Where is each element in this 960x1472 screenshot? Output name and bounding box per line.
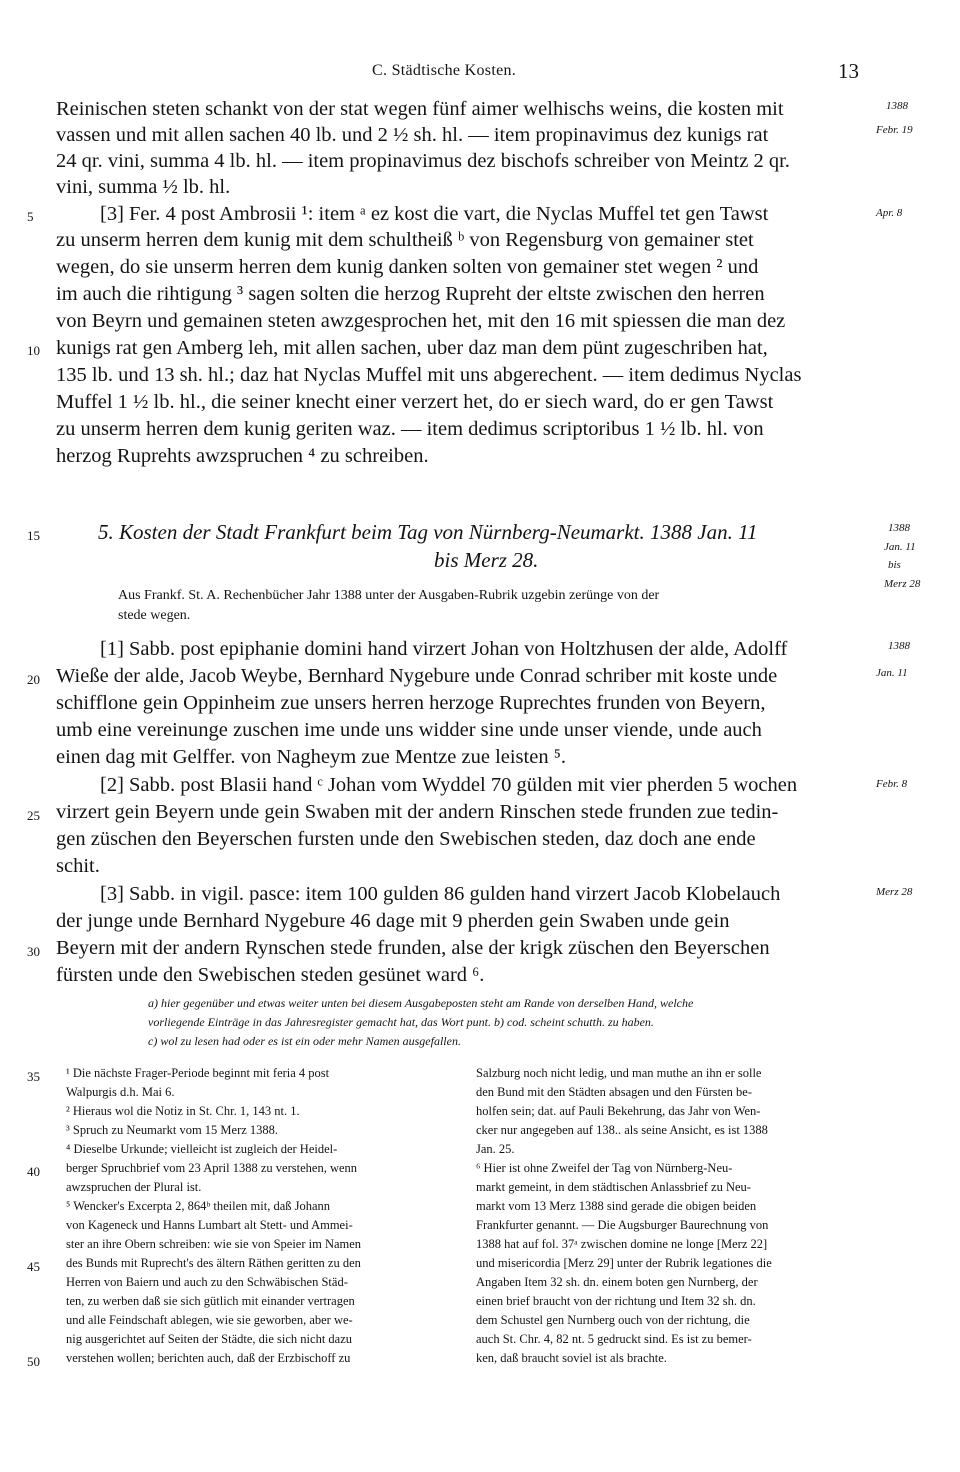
footnote-line: und misericordia [Merz 29] unter der Rubrik legationes die bbox=[476, 1256, 772, 1270]
text-line: wegen, do sie unserm herren dem kunig danken solten von gemainer stet wegen ² und bbox=[56, 256, 759, 278]
footnote-line: Salzburg noch nicht ledig, und man muthe an ihn er solle bbox=[476, 1066, 762, 1080]
margin-date: Febr. 8 bbox=[876, 778, 908, 790]
line-number: 40 bbox=[27, 1164, 40, 1179]
footnote-line: markt gemeint, in dem städtischen Anlassbrief zu Neu- bbox=[476, 1180, 751, 1194]
text-line: einen dag mit Gelffer. von Nagheym zue Mentze zue leisten ⁵. bbox=[56, 746, 566, 768]
running-head bbox=[0, 59, 960, 86]
text-line: umb eine vereinunge zuschen ime unde uns widder sine unde unser viende, unde auch bbox=[56, 719, 762, 741]
textual-note-line: a) hier gegenüber und etwas weiter unten bei diesem Ausgabeposten steht am Rande von derselben Hand, welche bbox=[148, 996, 694, 1010]
footnote-line: ¹ Die nächste Frager-Periode beginnt mit feria 4 post bbox=[66, 1066, 330, 1080]
footnote-line: ten, zu werben daß sie sich gütlich mit einander vertragen bbox=[66, 1294, 355, 1308]
margin-date: 1388 bbox=[888, 522, 910, 534]
footnote-line: ⁴ Dieselbe Urkunde; vielleicht ist zugleich der Heidel- bbox=[66, 1142, 338, 1156]
margin-date: Febr. 19 bbox=[876, 124, 913, 136]
margin-date: 1388 bbox=[886, 100, 908, 112]
footnote-line: des Bunds mit Ruprecht's des ältern Räthen geritten zu den bbox=[66, 1256, 361, 1270]
footnote-line: awzspruchen der Plural ist. bbox=[66, 1180, 202, 1194]
footnote-line: ² Hieraus wol die Notiz in St. Chr. 1, 143 nt. 1. bbox=[66, 1104, 300, 1118]
margin-date: Jan. 11 bbox=[876, 667, 908, 679]
line-number: 15 bbox=[27, 528, 40, 543]
line-number: 45 bbox=[27, 1259, 40, 1274]
margin-date: Merz 28 bbox=[876, 886, 913, 898]
text-line: kunigs rat gen Amberg leh, mit allen sachen, uber daz man dem pünt zugeschriben hat, bbox=[56, 337, 768, 359]
text-line: [3] Sabb. in vigil. pasce: item 100 gulden 86 gulden hand virzert Jacob Klobelauch bbox=[100, 883, 781, 905]
margin-date: Apr. 8 bbox=[876, 207, 903, 219]
text-line: im auch die rihtigung ³ sagen solten die herzog Rupreht der eltste zwischen den herren bbox=[56, 283, 765, 305]
text-line: 24 qr. vini, summa 4 lb. hl. — item propinavimus dez bischofs schreiber von Meintz 2 qr. bbox=[56, 150, 790, 172]
footnote-line: den Bund mit den Städten absagen und den Fürsten be- bbox=[476, 1085, 752, 1099]
text-line: herzog Ruprehts awzspruchen ⁴ zu schreiben. bbox=[56, 445, 429, 467]
footnote-line: verstehen wollen; berichten auch, daß der Erzbischoff zu bbox=[66, 1351, 351, 1365]
footnote-line: markt vom 13 Merz 1388 sind gerade die obigen beiden bbox=[476, 1199, 757, 1213]
heading-line: bis Merz 28. bbox=[434, 548, 539, 572]
line-number: 35 bbox=[27, 1069, 40, 1084]
text-line: vassen und mit allen sachen 40 lb. und 2 ½ sh. hl. — item propinavimus dez kunigs rat bbox=[56, 124, 769, 146]
source-line: Aus Frankf. St. A. Rechenbücher Jahr 1388 unter der Ausgaben-Rubrik uzgebin zerünge von der bbox=[118, 588, 660, 603]
text-line: zu unserm herren dem kunig geriten waz. — item dedimus scriptoribus 1 ½ lb. hl. von bbox=[56, 418, 764, 440]
text-line: zu unserm herren dem kunig mit dem schultheiß ᵇ von Regensburg von gemainer stet bbox=[56, 229, 754, 251]
footnote-line: einen brief braucht von der richtung und Item 32 sh. dn. bbox=[476, 1294, 756, 1308]
line-number: 25 bbox=[27, 808, 40, 823]
margin-date: Jan. 11 bbox=[884, 541, 916, 553]
text-line: Muffel 1 ½ lb. hl., die seiner knecht einer verzert het, do er siech ward, do er gen Tawst bbox=[56, 391, 774, 413]
line-number: 10 bbox=[27, 343, 40, 358]
source-line: stede wegen. bbox=[118, 608, 191, 623]
text-line: [1] Sabb. post epiphanie domini hand virzert Johan von Holtzhusen der alde, Adolff bbox=[100, 638, 788, 660]
text-line: 135 lb. und 13 sh. hl.; daz hat Nyclas Muffel mit uns abgerechent. — item dedimus Nyclas bbox=[56, 364, 802, 386]
footnote-line: auch St. Chr. 4, 82 nt. 5 gedruckt sind. Es ist zu bemer- bbox=[476, 1332, 752, 1346]
text-line: Beyern mit der andern Rynschen stede frunden, alse der krigk züschen den Beyerschen bbox=[56, 937, 770, 959]
footnote-line: und alle Feindschaft ablegen, wie sie geworben, aber we- bbox=[66, 1313, 353, 1327]
footnote-line: ⁶ Hier ist ohne Zweifel der Tag von Nürnberg-Neu- bbox=[476, 1161, 733, 1175]
text-line: der junge unde Bernhard Nygebure 46 dage mit 9 pherden gein Swaben unde gein bbox=[56, 910, 730, 932]
footnote-line: Jan. 25. bbox=[476, 1142, 515, 1156]
footnote-line: ster an ihre Obern schreiben: wie sie von Speier im Namen bbox=[66, 1237, 362, 1251]
margin-date: 1388 bbox=[888, 640, 910, 652]
footnote-line: cker nur angegeben auf 138.. als seine Ansicht, es ist 1388 bbox=[476, 1123, 768, 1137]
footnote-line: holfen sein; dat. auf Pauli Bekehrung, das Jahr von Wen- bbox=[476, 1104, 761, 1118]
textual-note-line: vorliegende Einträge in das Jahresregister gemacht hat, das Wort punt. b) cod. scheint schutth. zu haben. bbox=[148, 1015, 654, 1029]
textual-note-line: c) wol zu lesen had oder es ist ein oder mehr Namen ausgefallen. bbox=[148, 1034, 461, 1048]
heading-line: 5. Kosten der Stadt Frankfurt beim Tag von Nürnberg-Neumarkt. 1388 Jan. 11 bbox=[98, 520, 758, 544]
text-line: [3] Fer. 4 post Ambrosii ¹: item ᵃ ez kost die vart, die Nyclas Muffel tet gen Tawst bbox=[100, 203, 769, 225]
text-line: schit. bbox=[56, 855, 100, 877]
text-line: Wieße der alde, Jacob Weybe, Bernhard Nygebure unde Conrad schriber mit koste unde bbox=[56, 665, 778, 687]
margin-date: bis bbox=[888, 559, 901, 571]
footnote-line: ken, daß braucht soviel ist als brachte. bbox=[476, 1351, 667, 1365]
footnote-line: Angaben Item 32 sh. dn. einem boten gen Nurnberg, der bbox=[476, 1275, 758, 1289]
text-line: schifflone gein Oppinheim zue unsers herren herzoge Ruprechtes frunden von Beyern, bbox=[56, 692, 766, 714]
running-title: C. Städtische Kosten. bbox=[372, 62, 517, 79]
footnote-line: dem Schustel gen Nurnberg ouch von der richtung, die bbox=[476, 1313, 750, 1327]
line-number: 30 bbox=[27, 944, 40, 959]
line-number: 50 bbox=[27, 1354, 40, 1369]
page-number: 13 bbox=[838, 59, 859, 83]
text-line: fürsten unde den Swebischen steden gesünet ward ⁶. bbox=[56, 964, 485, 986]
footnote-line: ³ Spruch zu Neumarkt vom 15 Merz 1388. bbox=[66, 1123, 279, 1137]
text-line: Reinischen steten schankt von der stat wegen fünf aimer welhischs weins, die kosten mit bbox=[56, 98, 784, 120]
text-line: virzert gein Beyern unde gein Swaben mit der andern Rinschen stede frunden zue tedin- bbox=[56, 801, 779, 823]
footnote-line: nig ausgerichtet auf Seiten der Städte, die sich nicht dazu bbox=[66, 1332, 353, 1346]
line-number: 20 bbox=[27, 672, 40, 687]
margin-date: Merz 28 bbox=[884, 578, 921, 590]
footnote-line: Frankfurter genannt. — Die Augsburger Baurechnung von bbox=[476, 1218, 769, 1232]
footnote-line: Herren von Baiern und auch zu den Schwäbischen Städ- bbox=[66, 1275, 348, 1289]
text-line: gen züschen den Beyerschen fursten unde den Swebischen steden, daz doch ane ende bbox=[56, 828, 756, 850]
footnote-line: berger Spruchbrief vom 23 April 1388 zu verstehen, wenn bbox=[66, 1161, 358, 1175]
footnote-line: von Kageneck und Hanns Lumbart alt Stett- und Ammei- bbox=[66, 1218, 353, 1232]
text-line: von Beyrn und gemainen steten awzgesprochen het, mit den 16 mit spiessen die man dez bbox=[56, 310, 786, 332]
text-line: vini, summa ½ lb. hl. bbox=[56, 176, 231, 198]
text-line: [2] Sabb. post Blasii hand ᶜ Johan vom Wyddel 70 gülden mit vier pherden 5 wochen bbox=[100, 774, 798, 796]
footnote-line: Walpurgis d.h. Mai 6. bbox=[66, 1085, 175, 1099]
footnote-line: ⁵ Wencker's Excerpta 2, 864ᵇ theilen mit, daß Johann bbox=[66, 1199, 331, 1213]
line-number: 5 bbox=[27, 209, 34, 224]
footnote-line: 1388 hat auf fol. 37ᵃ zwischen domine ne longe [Merz 22] bbox=[476, 1237, 768, 1251]
